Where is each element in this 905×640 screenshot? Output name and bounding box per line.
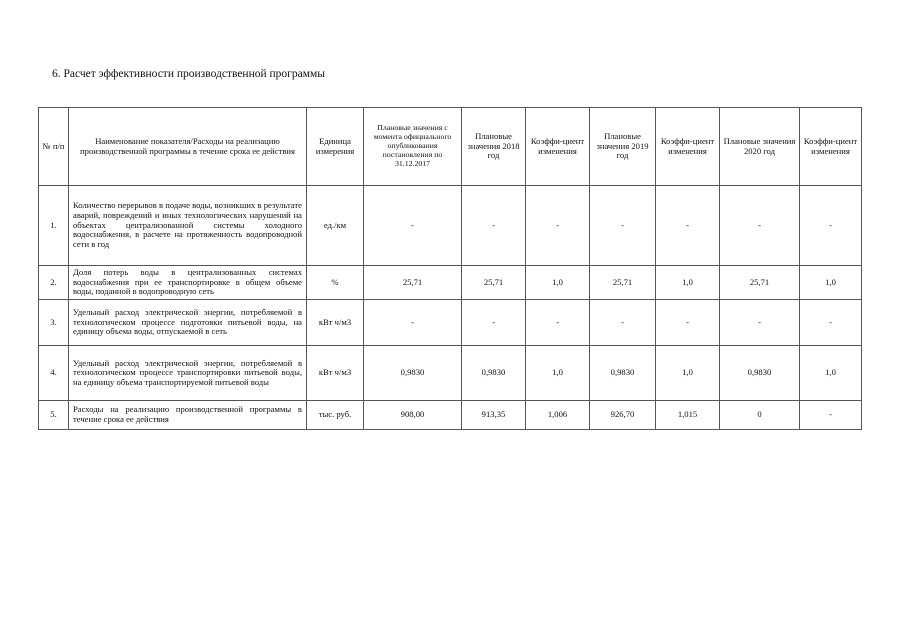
cell-plan-2020: -: [720, 186, 800, 266]
cell-plan-base: -: [364, 300, 462, 346]
cell-plan-2020: -: [720, 300, 800, 346]
cell-unit: ед./км: [307, 186, 364, 266]
cell-plan-base: -: [364, 186, 462, 266]
table-row: [39, 346, 862, 401]
cell-plan-2019: -: [590, 186, 656, 266]
cell-plan-2020: 25,71: [720, 266, 800, 300]
cell-plan-2019: 0,9830: [590, 346, 656, 401]
header-unit: Единица измерения: [307, 108, 364, 186]
cell-plan-2018: 0,9830: [462, 346, 526, 401]
header-plan-2019: Плановые значения 2019 год: [590, 108, 656, 186]
page-heading: 6. Расчет эффективности производственной программы: [52, 68, 326, 80]
cell-unit: %: [307, 266, 364, 300]
table-row: [39, 401, 862, 430]
header-plan-base: Плановые значения с момента официального опубликования постановления по 31.12.2017: [364, 108, 462, 186]
header-coef-2019: Коэффи-циент изменения: [656, 108, 720, 186]
cell-coef-2018: 1,006: [526, 401, 590, 430]
header-name: Наименование показателя/Расходы на реализацию производственной программы в течение срока ее действия: [69, 108, 307, 186]
cell-unit: кВт ч/м3: [307, 346, 364, 401]
efficiency-table: [38, 107, 862, 430]
cell-plan-base: 0,9830: [364, 346, 462, 401]
cell-coef-2018: -: [526, 186, 590, 266]
header-num: № п/п: [39, 108, 69, 186]
cell-coef-2020: -: [800, 186, 862, 266]
cell-coef-2019: -: [656, 300, 720, 346]
cell-plan-2018: -: [462, 186, 526, 266]
cell-plan-base: 25,71: [364, 266, 462, 300]
cell-plan-2018: 913,35: [462, 401, 526, 430]
cell-num: 5.: [39, 401, 69, 430]
cell-num: 3.: [39, 300, 69, 346]
cell-name: Расходы на реализацию производственной программы в течение срока ее действия: [69, 401, 307, 430]
cell-coef-2019: 1,015: [656, 401, 720, 430]
cell-coef-2020: -: [800, 401, 862, 430]
cell-coef-2019: -: [656, 186, 720, 266]
cell-coef-2018: 1,0: [526, 346, 590, 401]
cell-name: Доля потерь воды в централизованных системах водоснабжения при ее транспортировке в общем объеме воды, поданной в водопроводную сеть: [69, 266, 307, 300]
cell-plan-base: 908,00: [364, 401, 462, 430]
cell-name: Удельный расход электрической энергии, потребляемой в технологическом процессе транспортировки питьевой воды, на единицу объема транспортируемой питьевой воды: [69, 346, 307, 401]
cell-coef-2020: 1,0: [800, 266, 862, 300]
cell-plan-2020: 0: [720, 401, 800, 430]
cell-plan-2020: 0,9830: [720, 346, 800, 401]
header-coef-2018: Коэффи-циент изменения: [526, 108, 590, 186]
table-row: [39, 300, 862, 346]
cell-coef-2019: 1,0: [656, 266, 720, 300]
cell-coef-2018: 1,0: [526, 266, 590, 300]
cell-coef-2020: -: [800, 300, 862, 346]
cell-coef-2019: 1,0: [656, 346, 720, 401]
cell-unit: тыс. руб.: [307, 401, 364, 430]
cell-num: 2.: [39, 266, 69, 300]
cell-plan-2019: 25,71: [590, 266, 656, 300]
cell-plan-2018: 25,71: [462, 266, 526, 300]
cell-num: 4.: [39, 346, 69, 401]
table-row: [39, 266, 862, 300]
table-row: [39, 186, 862, 266]
table-header-row: [39, 108, 862, 186]
cell-plan-2019: 926,70: [590, 401, 656, 430]
cell-unit: кВт ч/м3: [307, 300, 364, 346]
cell-name: Удельный расход электрической энергии, потребляемой в технологическом процессе подготовки питьевой воды, на единицу объема воды, отпускаемой в сеть: [69, 300, 307, 346]
cell-name: Количество перерывов в подаче воды, возникших в результате аварий, повреждений и иных технологических нарушений на объектах централизованной системы холодного водоснабжения, в расчете на протяженность водопроводной сети в год: [69, 186, 307, 266]
header-plan-2020: Плановые значения 2020 год: [720, 108, 800, 186]
cell-num: 1.: [39, 186, 69, 266]
cell-coef-2020: 1,0: [800, 346, 862, 401]
cell-plan-2018: -: [462, 300, 526, 346]
header-plan-2018: Плановые значения 2018 год: [462, 108, 526, 186]
cell-plan-2019: -: [590, 300, 656, 346]
header-coef-2020: Коэффи-циент изменения: [800, 108, 862, 186]
cell-coef-2018: -: [526, 300, 590, 346]
